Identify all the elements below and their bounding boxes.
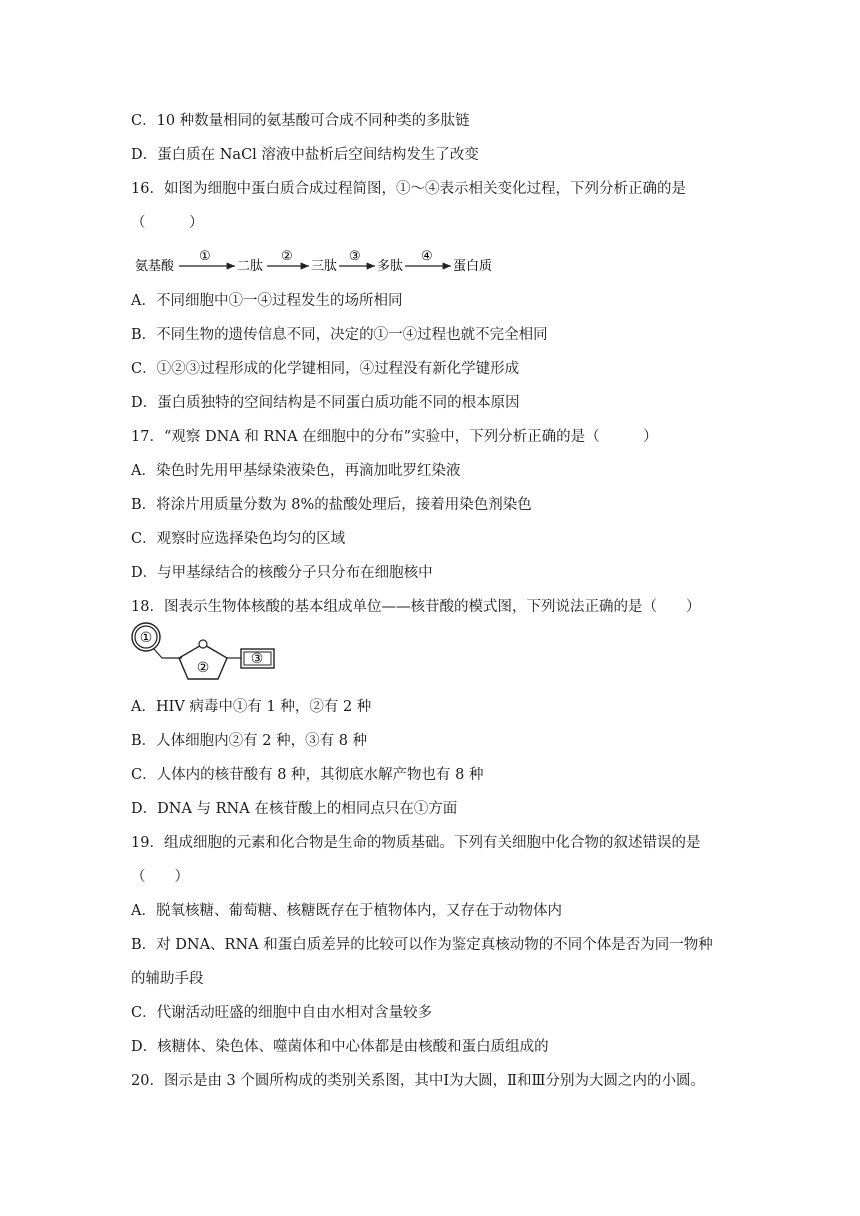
- q19-option-b-line1: B．对 DNA、RNA 和蛋白质差异的比较可以作为鉴定真核动物的不同个体是否为同一物种: [131, 937, 713, 953]
- flow-node-polypeptide: 多肽: [377, 259, 404, 274]
- q19-option-c: C．代谢活动旺盛的细胞中自由水相对含量较多: [131, 1005, 433, 1021]
- q18-stem: 18．图表示生物体核酸的基本组成单位——核苷酸的模式图，下列说法正确的是（ ）: [131, 599, 701, 615]
- q18-option-d: D．DNA 与 RNA 在核苷酸上的相同点只在①方面: [131, 801, 458, 817]
- flow-node-protein: 蛋白质: [453, 259, 493, 274]
- q19-stem: 19．组成细胞的元素和化合物是生命的物质基础。下列有关细胞中化合物的叙述错误的是: [131, 835, 701, 851]
- q15-option-d: D．蛋白质在 NaCl 溶液中盐析后空间结构发生了改变: [131, 147, 479, 163]
- q17-option-a: A．染色时先用甲基绿染液染色，再滴加吡罗红染液: [131, 463, 461, 479]
- q19-option-d: D．核糖体、染色体、噬菌体和中心体都是由核酸和蛋白质组成的: [131, 1039, 549, 1055]
- q16-paren: （ ）: [131, 215, 204, 231]
- q19-option-b-line2: 的辅助手段: [131, 971, 204, 987]
- q15-option-c: C．10 种数量相同的氨基酸可合成不同种类的多肽链: [131, 113, 470, 129]
- flow-node-dipeptide: 二肽: [237, 259, 264, 274]
- q16-option-a: A．不同细胞中①一④过程发生的场所相同: [131, 293, 403, 309]
- protein-synthesis-flow-figure: [131, 246, 493, 278]
- flow-step-3: ③: [349, 249, 361, 264]
- q17-option-d: D．与甲基绿结合的核酸分子只分布在细胞核中: [131, 565, 433, 581]
- q19-paren: （ ）: [131, 869, 189, 885]
- q20-stem: 20．图示是由 3 个圆所构成的类别关系图，其中Ⅰ为大圆，Ⅱ和Ⅲ分别为大圆之内的小圆。: [131, 1073, 705, 1089]
- q18-option-a: A．HIV 病毒中①有 1 种，②有 2 种: [131, 699, 372, 715]
- q18-option-b: B．人体细胞内②有 2 种，③有 8 种: [131, 733, 368, 749]
- ring-oxygen: [199, 640, 207, 648]
- flow-node-amino-acid: 氨基酸: [135, 259, 175, 274]
- nucleotide-diagram: [130, 622, 280, 682]
- q16-option-b: B．不同生物的遗传信息不同，决定的①一④过程也就不完全相同: [131, 327, 548, 343]
- q16-stem: 16．如图为细胞中蛋白质合成过程简图，①～④表示相关变化过程，下列分析正确的是: [131, 181, 686, 197]
- q16-option-d: D．蛋白质独特的空间结构是不同蛋白质功能不同的根本原因: [131, 395, 520, 411]
- label-base: ③: [250, 651, 264, 667]
- q17-option-c: C．观察时应选择染色均匀的区域: [131, 531, 346, 547]
- flow-step-4: ④: [421, 249, 433, 264]
- q17-option-b: B．将涂片用质量分数为 8%的盐酸处理后，接着用染色剂染色: [131, 497, 532, 513]
- label-phosphate: ①: [139, 630, 153, 646]
- q18-option-c: C．人体内的核苷酸有 8 种，其彻底水解产物也有 8 种: [131, 767, 484, 783]
- flow-step-1: ①: [199, 249, 211, 264]
- q19-option-a: A．脱氧核糖、葡萄糖、核糖既存在于植物体内，又存在于动物体内: [131, 903, 562, 919]
- q17-stem: 17．“观察 DNA 和 RNA 在细胞中的分布”实验中，下列分析正确的是（ ）: [131, 429, 658, 445]
- flow-node-tripeptide: 三肽: [311, 259, 338, 274]
- q16-option-c: C．①②③过程形成的化学键相同，④过程没有新化学键形成: [131, 361, 520, 377]
- flow-step-2: ②: [281, 249, 293, 264]
- bond-phosphate-sugar: [154, 649, 162, 658]
- label-pentose: ②: [196, 660, 210, 676]
